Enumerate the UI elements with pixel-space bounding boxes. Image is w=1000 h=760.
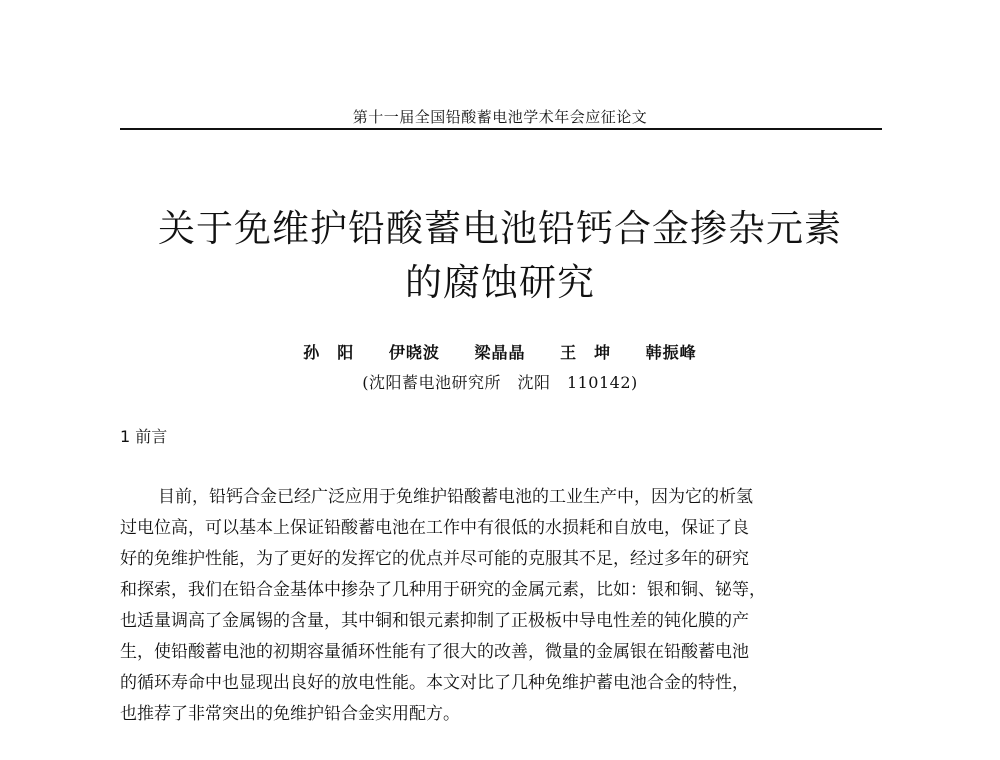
author-list xyxy=(0,340,1000,363)
header-rule xyxy=(120,128,882,130)
author-name: 韩振峰 xyxy=(645,343,697,362)
paragraph-line: 也适量调高了金属锡的含量，其中铜和银元素抑制了正极板中导电性差的钝化膜的产 xyxy=(120,611,749,631)
paragraph-line: 也推荐了非常突出的免维护铅合金实用配方。 xyxy=(120,704,460,724)
paragraph-line: 的循环寿命中也显现出良好的放电性能。本文对比了几种免维护蓄电池合金的特性， xyxy=(120,673,749,693)
intro-paragraph xyxy=(120,482,882,730)
author-name: 孙 阳 xyxy=(303,343,355,362)
running-header: 第十一届全国铅酸蓄电池学术年会应征论文 xyxy=(352,108,648,126)
paragraph-line: 过电位高，可以基本上保证铅酸蓄电池在工作中有很低的水损耗和自放电，保证了良 xyxy=(120,518,749,538)
section-heading: 1 前言 xyxy=(120,427,168,446)
author-name: 伊晓波 xyxy=(388,343,440,362)
paragraph-line: 目前，铅钙合金已经广泛应用于免维护铅酸蓄电池的工业生产中，因为它的析氢 xyxy=(158,487,753,507)
author-name: 梁晶晶 xyxy=(474,343,526,362)
author-name: 王 坤 xyxy=(560,343,612,362)
paragraph-line: 生，使铅酸蓄电池的初期容量循环性能有了很大的改善，微量的金属银在铅酸蓄电池 xyxy=(120,642,749,662)
paper-title xyxy=(0,202,1000,310)
affiliation: (沈阳蓄电池研究所 沈阳 110142) xyxy=(362,373,638,392)
paper-title-line-1: 关于免维护铅酸蓄电池铅钙合金掺杂元素 xyxy=(158,207,842,250)
paragraph-line: 好的免维护性能，为了更好的发挥它的优点并尽可能的克服其不足，经过多年的研究 xyxy=(120,549,749,569)
paper-title-line-2: 的腐蚀研究 xyxy=(405,261,595,304)
paragraph-line: 和探索，我们在铅合金基体中掺杂了几种用于研究的金属元素，比如：银和铜、铋等， xyxy=(120,580,766,600)
